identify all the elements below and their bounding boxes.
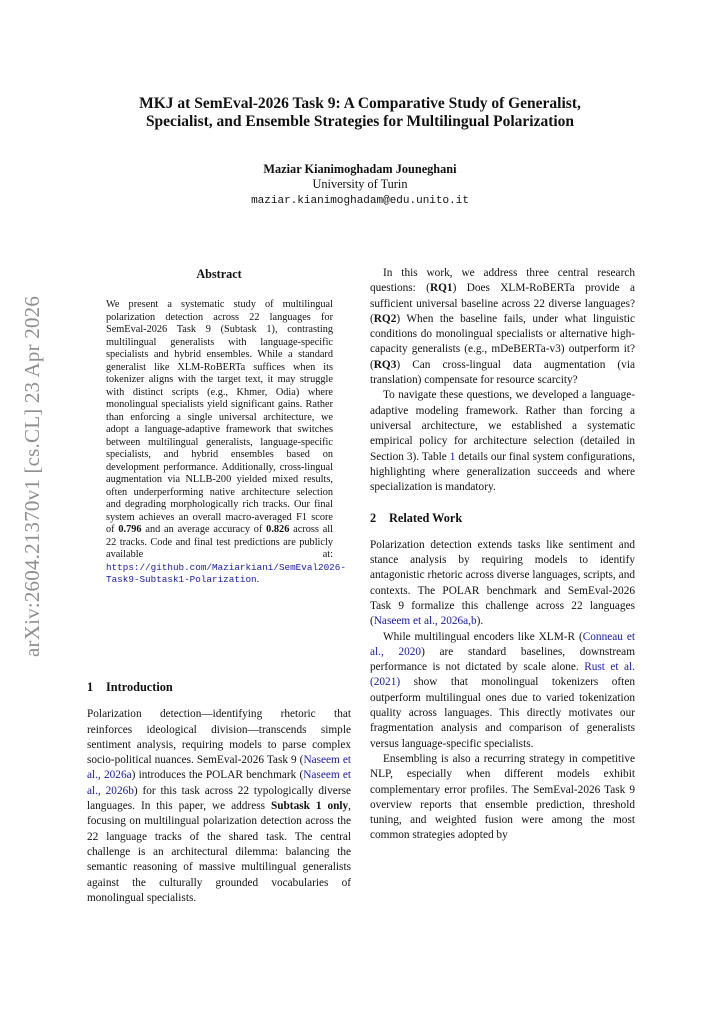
subtask-emphasis: Subtask 1 only: [270, 800, 349, 813]
author-name: Maziar Kianimoghadam Jouneghani: [263, 162, 457, 176]
body-text: While multilingual encoders like XLM-R (: [383, 630, 583, 643]
code-repository-link[interactable]: https://github.com/Maziarkiani/SemEval2026-Task9-Subtask1-Polarization: [106, 561, 346, 585]
author-email[interactable]: maziar.kianimoghadam@edu.unito.it: [251, 195, 469, 207]
arxiv-identifier: arXiv:2604.21370v1 [cs.CL] 23 Apr 2026: [20, 296, 44, 658]
citation-link[interactable]: Naseem et al., 2026b: [87, 769, 351, 797]
intro-text: , focusing on multilingual polarization detection across the 22 language tracks of the shared task. The central challenge is an architectural dilemma: balancing the semantic reasoning of massive multilingual generalists against the culturally grounded vocabularies of monolingual specialists.: [87, 800, 351, 904]
body-text: In this work, we address three central research questions: (: [370, 267, 635, 295]
author-affiliation: University of Turin: [312, 177, 408, 191]
abstract-accuracy: 0.826: [266, 524, 290, 535]
rq3-label: RQ3: [373, 358, 397, 371]
related-paragraph-1: [370, 538, 635, 630]
paper-title: [95, 95, 625, 131]
table-reference-link[interactable]: 1: [449, 450, 456, 463]
body-text: ).: [476, 615, 484, 628]
abstract-heading: Abstract: [196, 267, 242, 281]
related-paragraph-2: [370, 630, 635, 752]
body-text: Polarization detection extends tasks like sentiment and stance analysis by requiring models to identify antagonistic rhetoric across diverse languages, scripts, and contexts. The POLAR benchmark and SemEval-2026 Task 9 formalize this challenge across 22 languages (: [370, 538, 635, 628]
section-title: Introduction: [106, 680, 173, 694]
introduction-section: [87, 680, 351, 906]
introduction-paragraph: [87, 707, 351, 906]
introduction-heading: [87, 680, 351, 695]
citation-link[interactable]: Conneau et al., 2020: [370, 630, 635, 658]
intro-text: ) introduces the POLAR benchmark (: [131, 769, 304, 782]
title-line-1: MKJ at SemEval-2026 Task 9: A Comparative Study of Generalist,: [139, 95, 581, 112]
body-text: show that monolingual tokenizers often outperform multilingual ones due to varied tokenization quality across languages. This directly motivates our fragmentation analysis and comparison of generalists versus language-specific specialists.: [370, 676, 635, 750]
citation-link[interactable]: Naseem et al., 2026a: [87, 754, 351, 782]
research-questions-paragraph: [370, 266, 635, 388]
body-text: To navigate these questions, we developed a language-adaptive modeling framework. Rather than forcing a universal architecture, we established a systematic empirical policy for architecture selection (detailed in Section 3). Table: [370, 389, 635, 463]
title-line-2: Specialist, and Ensemble Strategies for Multilingual Polarization: [145, 113, 575, 130]
intro-text: Polarization detection—identifying rhetoric that reinforces ideological division—transcends simple sentiment analysis, requiring models to parse complex socio-political nuances. SemEval-2026 Task 9 (: [87, 708, 351, 767]
citation-link[interactable]: Naseem et al., 2026a,b: [373, 615, 477, 628]
body-text: ) Can cross-lingual data augmentation (via translation) compensate for resource scarcity?: [370, 358, 635, 387]
body-text: ) are standard baselines, downstream performance is not dictated by scale alone.: [370, 645, 635, 674]
abstract-text-3: across all 22 tracks. Code and final test predictions are publicly available at:: [106, 524, 333, 560]
body-text: details our final system configurations, highlighting where generalization succeeds and where specialization is mandatory.: [370, 450, 636, 494]
intro-text: ) for this task across 22 typologically diverse languages. In this paper, we address: [87, 784, 351, 813]
section-title: Related Work: [389, 511, 463, 526]
abstract-f1-score: 0.796: [118, 524, 142, 535]
related-paragraph-3: Ensembling is also a recurring strategy in competitive NLP, especially when different models exhibit complementary error profiles. The SemEval-2026 Task 9 overview reports that ensemble prediction, threshold tuning, and weighted fusion were among the most common strategies adopted by: [370, 752, 635, 842]
related-work-heading: [370, 511, 635, 526]
author-block: [95, 162, 625, 209]
body-text: ) Does XLM-RoBERTa provide a sufficient universal baseline across 22 diverse languages? (: [370, 282, 636, 325]
rq2-label: RQ2: [373, 312, 397, 325]
abstract-text-1: We present a systematic study of multilingual polarization detection across 22 languages for SemEval-2026 Task 9 (Subtask 1), contrasting multilingual generalists with language-specific specialists and hybrid ensembles. While a standard generalist like XLM-RoBERTa suffices when its tokenizer aligns with the target text, it may struggle with distinct scripts (e.g., Khmer, Odia) where monolingual specialists yield significant gains. Rather than enforcing a single universal architecture, we adopt a language-adaptive framework that switches between multilingual generalists, language-specific specialists, and hybrid ensembles based on development performance. Additionally, cross-lingual augmentation via NLLB-200 yielded mixed results, often underperforming native architecture selection and degrading morphologically rich tracks. Our final system achieves an overall macro-averaged F1 score of: [106, 299, 333, 535]
section-number: 1: [87, 680, 94, 694]
citation-link[interactable]: Rust et al. (2021): [370, 661, 635, 689]
right-column: [370, 266, 635, 844]
abstract-text-2: and an average accuracy of: [145, 524, 263, 535]
rq1-label: RQ1: [429, 282, 453, 295]
body-text: ) When the baseline fails, under what linguistic conditions do monolingual specialists or alternative high-capacity generalists (e.g., mDeBERTa-v3) outperform it? (: [370, 312, 635, 371]
abstract-body: [106, 299, 346, 587]
abstract-text-end: .: [256, 574, 260, 585]
framework-paragraph: [370, 388, 635, 495]
section-number: 2: [370, 511, 377, 526]
